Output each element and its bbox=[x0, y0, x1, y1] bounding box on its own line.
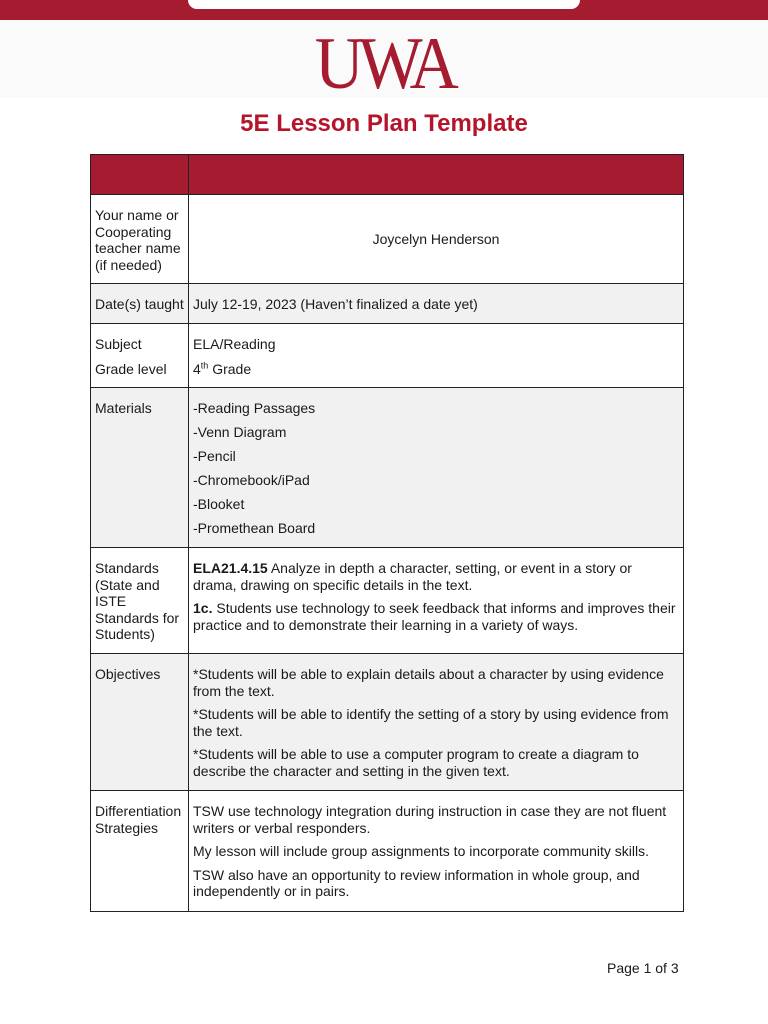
table-row-materials bbox=[91, 388, 684, 548]
table-row-name bbox=[91, 195, 684, 284]
list-item: TSW use technology integration during instruction in case they are not fluent writers or verbal responders. bbox=[193, 803, 667, 836]
page-number: Page 1 of 3 bbox=[607, 960, 679, 976]
objectives-label: Objectives bbox=[91, 654, 189, 791]
list-item: -Reading Passages bbox=[193, 400, 316, 416]
standard-item bbox=[193, 560, 679, 593]
subject-grade-value-cell bbox=[189, 324, 684, 388]
grade-word: Grade bbox=[208, 360, 252, 377]
name-cell bbox=[189, 195, 684, 284]
uwa-logo: UWA bbox=[314, 23, 454, 105]
differentiation-list bbox=[189, 791, 684, 912]
table-row-subject bbox=[91, 324, 684, 388]
list-item: My lesson will include group assignments to incorporate community skills. bbox=[193, 843, 649, 859]
list-item: -Venn Diagram bbox=[193, 424, 287, 440]
dates-value: July 12-19, 2023 (Haven’t finalized a date yet) bbox=[189, 284, 684, 324]
list-item: -Blooket bbox=[193, 496, 245, 512]
grade-value bbox=[193, 361, 679, 378]
materials-label: Materials bbox=[91, 388, 189, 548]
grade-label: Grade level bbox=[95, 360, 167, 377]
list-item: *Students will be able to use a computer program to create a diagram to describe the character and setting in the given text. bbox=[193, 746, 639, 779]
name-label: Your name or Cooperating teacher name (if needed) bbox=[91, 195, 189, 284]
standard-code: 1c. bbox=[193, 600, 213, 616]
list-item: TSW also have an opportunity to review information in whole group, and independently or in pairs. bbox=[193, 866, 640, 899]
list-item: *Students will be able to identify the setting of a story by using evidence from the text. bbox=[193, 706, 669, 739]
standard-item bbox=[193, 600, 679, 633]
standard-text: Students use technology to seek feedback that informs and improves their practice and to demonstrate their learning in a variety of ways. bbox=[193, 600, 676, 633]
list-item: -Chromebook/iPad bbox=[193, 472, 310, 488]
list-item: -Promethean Board bbox=[193, 520, 316, 536]
table-header-row bbox=[91, 155, 684, 195]
subject-grade-label-cell bbox=[91, 324, 189, 388]
table-row-differentiation bbox=[91, 791, 684, 912]
standards-list bbox=[189, 548, 684, 654]
list-item: -Pencil bbox=[193, 448, 236, 464]
table-row-dates bbox=[91, 284, 684, 324]
lesson-plan-table bbox=[90, 154, 684, 912]
header-cell-right bbox=[189, 155, 684, 195]
page-title: 5E Lesson Plan Template bbox=[240, 110, 528, 137]
differentiation-label: Differentiation Strategies bbox=[91, 791, 189, 912]
list-item: *Students will be able to explain details about a character by using evidence from the text. bbox=[193, 666, 664, 699]
standard-code: ELA21.4.15 bbox=[193, 560, 268, 576]
table-row-objectives bbox=[91, 654, 684, 791]
grade-number: 4 bbox=[193, 360, 201, 377]
top-band-notch bbox=[188, 0, 580, 9]
name-value: Joycelyn Henderson bbox=[372, 230, 500, 247]
dates-label: Date(s) taught bbox=[91, 284, 189, 324]
standards-label: Standards (State and ISTE Standards for Students) bbox=[91, 548, 189, 654]
grade-suffix: th bbox=[200, 359, 209, 370]
subject-value: ELA/Reading bbox=[193, 336, 276, 352]
objectives-list bbox=[189, 654, 684, 791]
header-cell-left bbox=[91, 155, 189, 195]
standard-text: Analyze in depth a character, setting, or event in a story or drama, drawing on specific details in the text. bbox=[193, 560, 632, 593]
materials-list bbox=[189, 388, 684, 548]
subject-label: Subject bbox=[95, 336, 142, 352]
table-row-standards bbox=[91, 548, 684, 654]
